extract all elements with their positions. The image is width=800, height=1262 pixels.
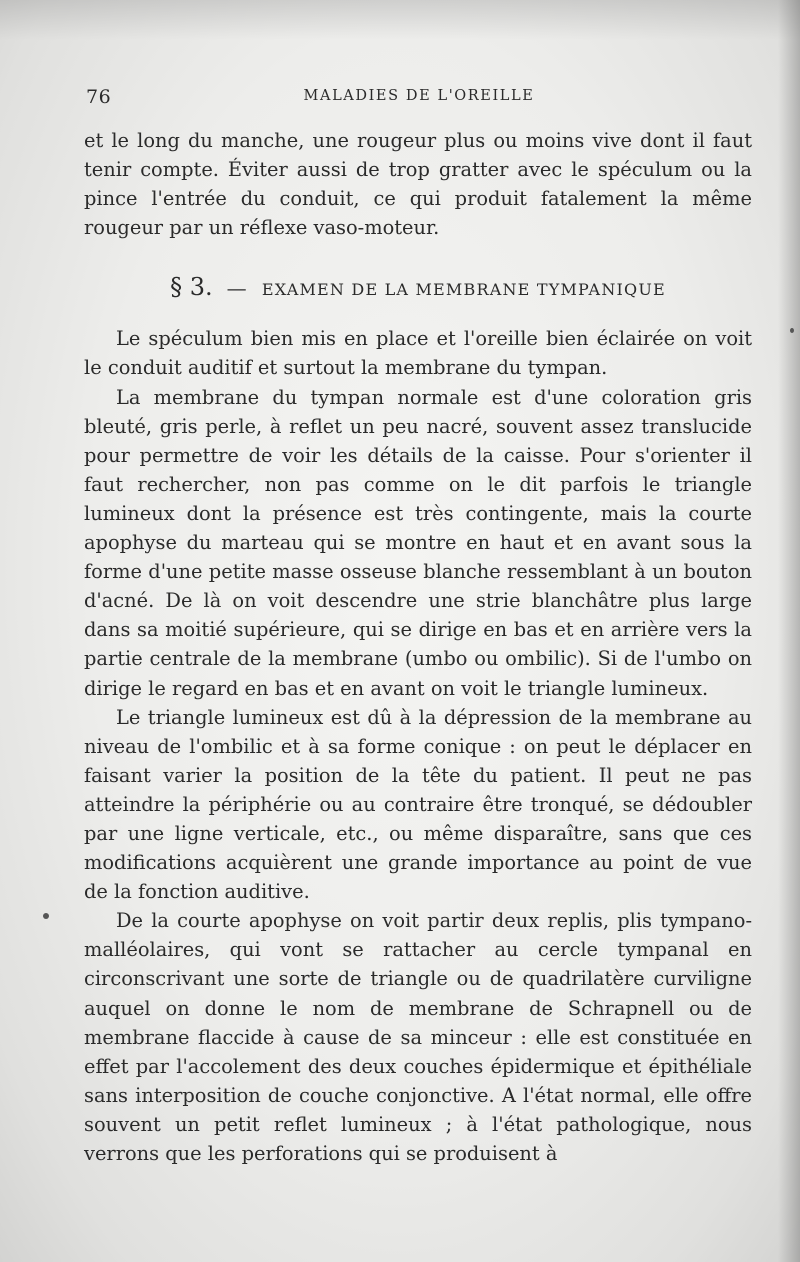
paragraph: Le spéculum bien mis en place et l'oreille bien éclairée on voit le conduit auditif et surtout la membrane du tympan. [84, 327, 752, 380]
section-heading [84, 274, 752, 303]
ink-speck [43, 913, 49, 919]
paragraph-continuation: et le long du manche, une rougeur plus ou moins vive dont il faut tenir compte. Éviter aussi de trop gratter avec le spéculum ou la pince l'entrée du conduit, ce qui produit fatalement la même rougeur par un réflexe vaso-moteur. [84, 129, 752, 240]
page-number: 76 [86, 86, 112, 108]
paragraph: La membrane du tympan normale est d'une coloration gris bleuté, gris perle, à reflet un peu nacré, souvent assez translucide pour permettre de voir les détails de la caisse. Pour s'orienter il faut rechercher, non pas comme on le dit parfois le triangle lumineux dont la présence est très contingente, mais la courte apophyse du marteau qui se montre en haut et en avant sous la forme d'une petite masse osseuse blanche ressemblant à un bouton d'acné. De là on voit descendre une strie blanchâtre plus large dans sa moitié supérieure, qui se dirige en bas et en arrière vers la partie centrale de la membrane (umbo ou ombilic). Si de l'umbo on dirige le regard en bas et en avant on voit le triangle lumineux. [84, 385, 752, 700]
section-number: § 3. [170, 273, 213, 302]
body-text [84, 126, 752, 1168]
section-title: EXAMEN DE LA MEMBRANE TYMPANIQUE [261, 280, 666, 300]
paragraph: Le triangle lumineux est dû à la dépression de la membrane au niveau de l'ombilic et à sa forme conique : on peut le déplacer en faisant varier la position de la tête du patient. Il peut ne pas atteindre la périphérie ou au contraire être tronqué, se dédoubler par une ligne verticale, etc., ou même disparaître, sans que ces modifications acquièrent une grande importance au point de vue de la fonction auditive. [84, 705, 752, 904]
ink-speck [790, 328, 794, 333]
paragraph: De la courte apophyse on voit partir deux replis, plis tympano-malléolaires, qui vont se rattacher au cercle tympanal en circonscrivant une sorte de triangle ou de quadrilatère curviligne auquel on donne le nom de membrane de Schrapnell ou de membrane flaccide à cause de sa minceur : elle est constituée en effet par l'accolement des deux couches épidermique et épithéliale sans interposition de couche conjonctive. A l'état normal, elle offre souvent un petit reflet lumineux ; à l'état pathologique, nous verrons que les perforations qui se produisent à [84, 909, 752, 1165]
page-header [86, 86, 752, 110]
section-dash: — [226, 276, 248, 301]
running-title: MALADIES DE L'OREILLE [303, 88, 535, 104]
